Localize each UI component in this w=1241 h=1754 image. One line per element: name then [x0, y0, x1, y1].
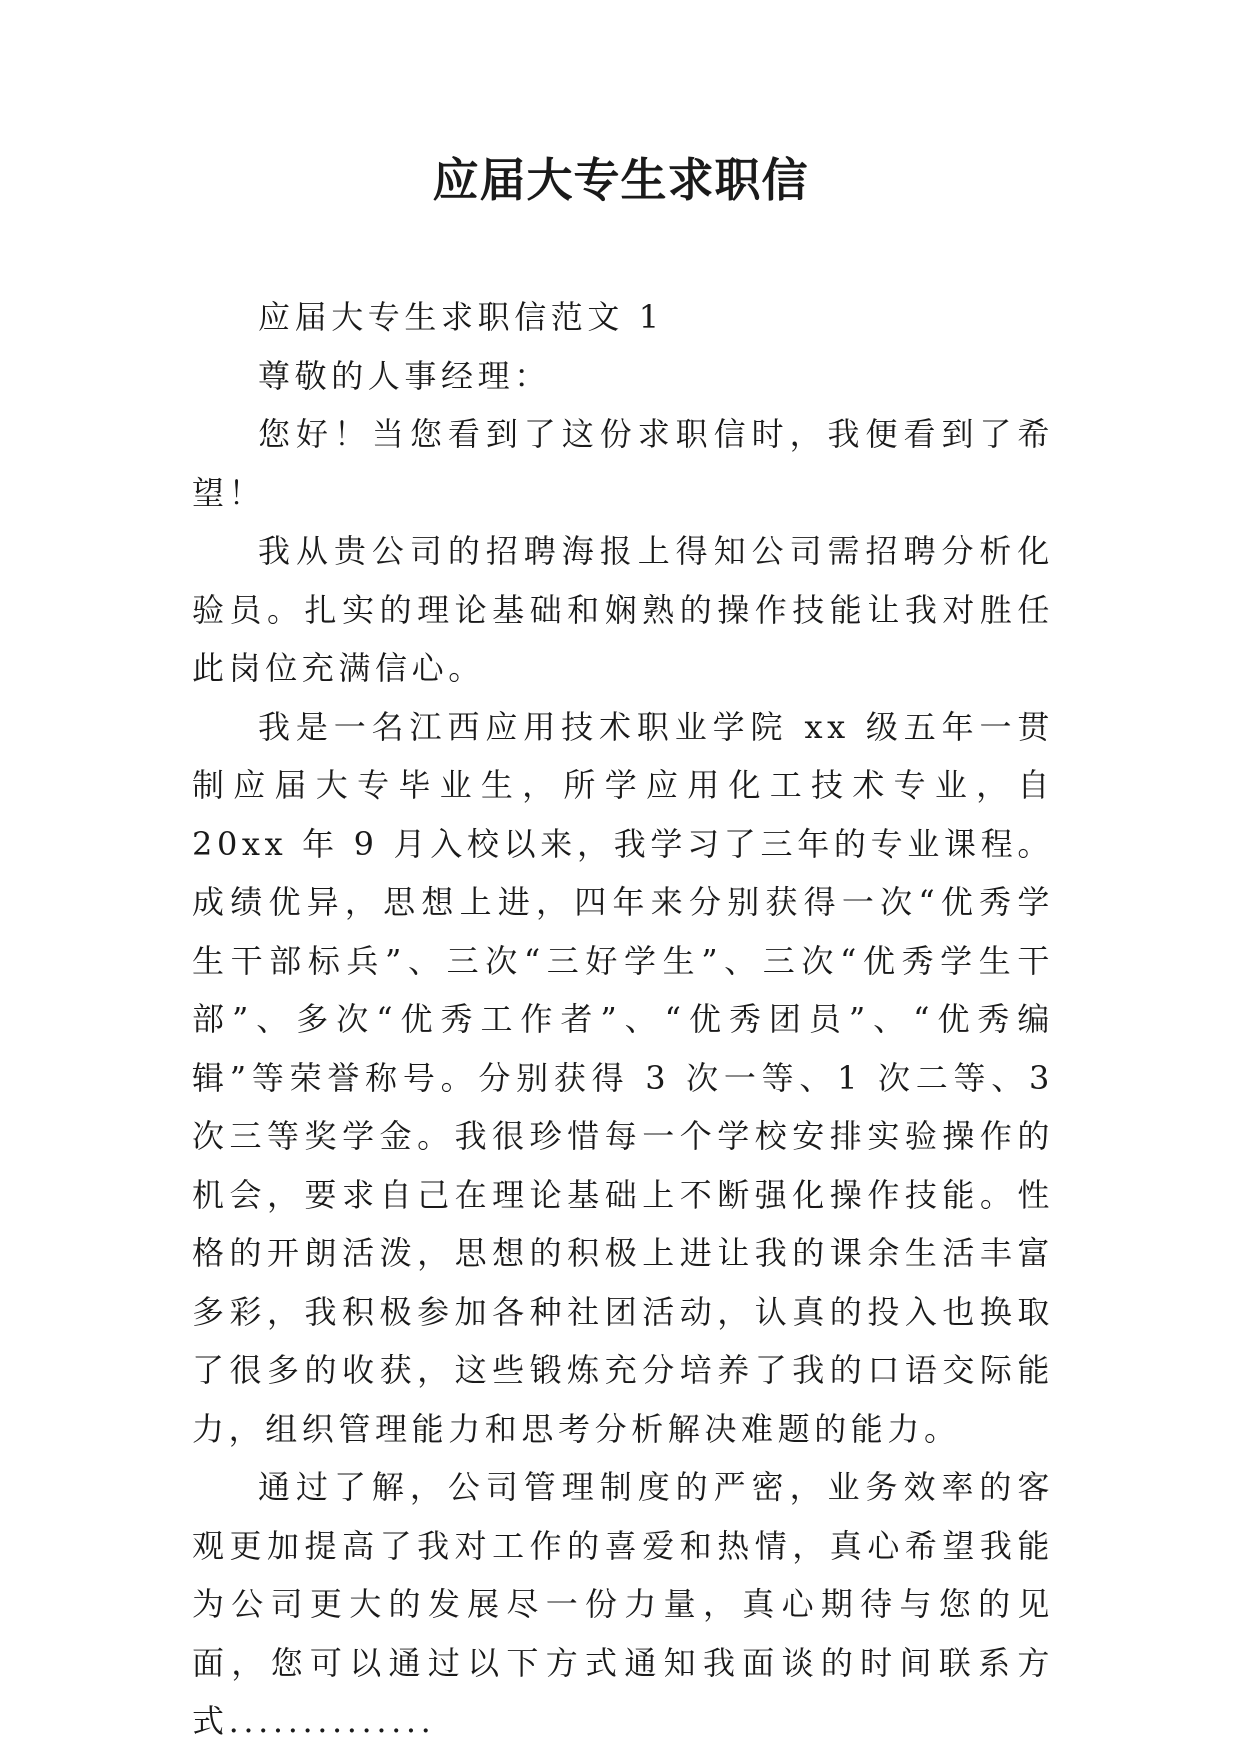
paragraph-intro: 我从贵公司的招聘海报上得知公司需招聘分析化验员。扎实的理论基础和娴熟的操作技能让我对胜任此岗位充满信心。	[192, 532, 1054, 687]
document-body	[192, 288, 1054, 1751]
paragraph-closing: 通过了解，公司管理制度的严密，业务效率的客观更加提高了我对工作的喜爱和热情，真心希望我能为公司更大的发展尽一份力量，真心期待与您的见面，您可以通过以下方式通知我面谈的时间联系方式..............	[192, 1468, 1054, 1740]
paragraph-greeting: 您好！当您看到了这份求职信时，我便看到了希望！	[192, 415, 1054, 512]
document-title: 应届大专生求职信	[432, 153, 809, 207]
paragraph-heading: 应届大专生求职信范文 1	[258, 298, 664, 336]
paragraph-salutation: 尊敬的人事经理：	[258, 356, 551, 395]
paragraph-background: 我是一名江西应用技术职业学院 xx 级五年一贯制应届大专毕业生，所学应用化工技术专业，自 20xx 年 9 月入校以来，我学习了三年的专业课程。成绩优异，思想上进，四年来分别获得一次“优秀学生干部标兵”、三次“三好学生”、三次“优秀学生干部”、多次“优秀工作者”、“优秀团员”、“优秀编辑”等荣誉称号。分别获得 3 次一等、1 次二等、3 次三等奖学金。我很珍惜每一个学校安排实验操作的机会，要求自己在理论基础上不断强化操作技能。性格的开朗活泼，思想的积极上进让我的课余生活丰富多彩，我积极参加各种社团活动，认真的投入也换取了很多的收获，这些锻炼充分培养了我的口语交际能力，组织管理能力和思考分析解决难题的能力。	[192, 707, 1054, 1448]
